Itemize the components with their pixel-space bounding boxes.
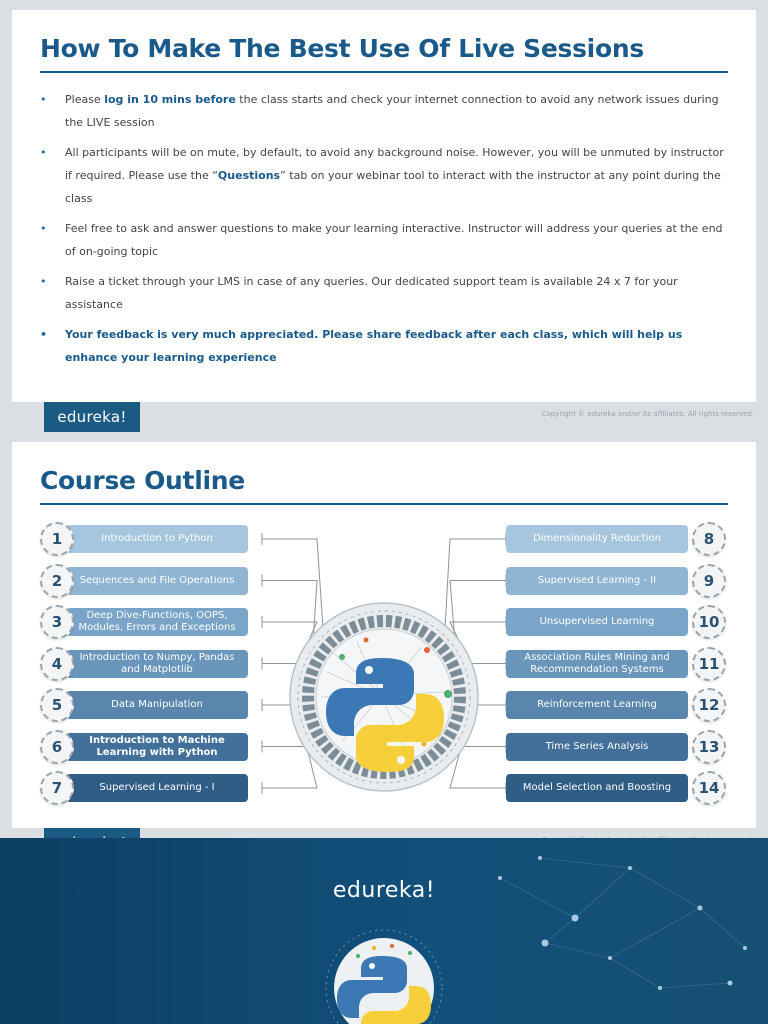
module-number-5: 5: [40, 688, 74, 722]
course-module-8: Dimensionality Reduction: [506, 525, 688, 553]
course-module-5: Data Manipulation: [66, 691, 248, 719]
bullet-highlight: Questions: [217, 169, 281, 182]
slide-course-outline: [0, 432, 768, 838]
bullet-text: ” tab on your webinar tool to interact with the instructor at any point during the class: [65, 169, 721, 205]
bullet-dot: •: [40, 93, 47, 106]
bullet-dot: •: [40, 328, 48, 341]
course-module-7: Supervised Learning - I: [66, 774, 248, 802]
course-module-4: Introduction to Numpy, Pandas and Matplotlib: [66, 650, 248, 678]
bullet-item: [40, 323, 724, 369]
module-number-12: 12: [692, 688, 726, 722]
slide-footer: [0, 402, 768, 432]
bullet-dot: •: [40, 146, 47, 159]
bullet-dot: •: [40, 275, 47, 288]
bullet-text: Feel free to ask and answer questions to make your learning interactive. Instructor will address your queries at the end of on-going topic: [65, 222, 723, 258]
course-module-10: Unsupervised Learning: [506, 608, 688, 636]
python-emblem-small: [326, 930, 442, 1024]
module-number-6: 6: [40, 730, 74, 764]
course-module-12: Reinforcement Learning: [506, 691, 688, 719]
copyright-text: Copyright © edureka and/or its affiliates. All rights reserved.: [541, 410, 754, 418]
slide-cover: [0, 838, 768, 1024]
brand-logo: edureka!: [332, 878, 436, 903]
course-module-11: Association Rules Mining and Recommendation Systems: [506, 650, 688, 678]
bullet-item: [40, 270, 724, 316]
bullet-highlight: Your feedback is very much appreciated. Please share feedback after each class, which will help us enhance your learning experience: [65, 328, 683, 364]
bullet-dot: •: [40, 222, 47, 235]
bullet-item: [40, 217, 724, 263]
module-number-14: 14: [692, 771, 726, 805]
module-number-3: 3: [40, 605, 74, 639]
course-module-1: Introduction to Python: [66, 525, 248, 553]
bullet-text: Raise a ticket through your LMS in case of any queries. Our dedicated support team is available 24 x 7 for your assistance: [65, 275, 678, 311]
module-number-11: 11: [692, 647, 726, 681]
module-number-8: 8: [692, 522, 726, 556]
slide-title: Course Outline: [40, 466, 245, 495]
bullet-text: the class starts and check your internet connection to avoid any network issues during the LIVE session: [65, 93, 719, 129]
module-number-2: 2: [40, 564, 74, 598]
module-number-9: 9: [692, 564, 726, 598]
course-module-2: Sequences and File Operations: [66, 567, 248, 595]
slide-card: [12, 442, 756, 836]
course-module-3: Deep Dive-Functions, OOPS, Modules, Errors and Exceptions: [66, 608, 248, 636]
title-divider: [40, 503, 728, 505]
slide-title: How To Make The Best Use Of Live Sessions: [40, 34, 644, 63]
module-number-4: 4: [40, 647, 74, 681]
bullet-text: Please: [65, 93, 105, 106]
slide-card: [12, 10, 756, 404]
course-module-14: Model Selection and Boosting: [506, 774, 688, 802]
edureka-logo: edureka!: [44, 402, 140, 432]
bullet-item: [40, 141, 724, 210]
course-module-6: Introduction to Machine Learning with Python: [66, 733, 248, 761]
course-module-9: Supervised Learning - II: [506, 567, 688, 595]
python-emblem: [290, 603, 478, 791]
module-number-1: 1: [40, 522, 74, 556]
network-background: [0, 838, 768, 1024]
module-number-7: 7: [40, 771, 74, 805]
module-number-13: 13: [692, 730, 726, 764]
bullet-list: [40, 88, 724, 376]
bullet-highlight: log in 10 mins before: [104, 93, 236, 106]
bullet-text: All participants will be on mute, by default, to avoid any background noise. However, you will be unmuted by instructor if required. Please use the “: [65, 146, 724, 182]
course-module-13: Time Series Analysis: [506, 733, 688, 761]
slide-live-sessions: [0, 0, 768, 432]
title-divider: [40, 71, 728, 73]
module-number-10: 10: [692, 605, 726, 639]
bullet-item: [40, 88, 724, 134]
